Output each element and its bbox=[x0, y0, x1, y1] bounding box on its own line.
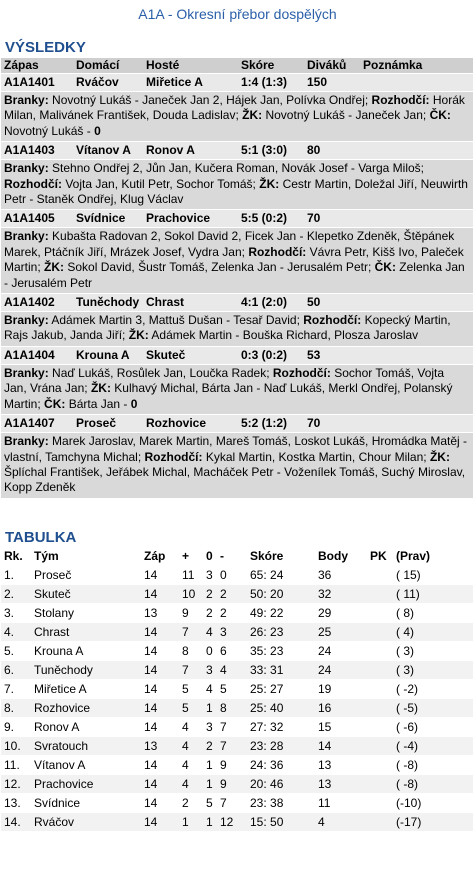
col-header-played: Záp bbox=[141, 548, 179, 566]
cell-pk bbox=[367, 717, 393, 736]
cell-pk bbox=[367, 679, 393, 698]
cell-draws: 0 bbox=[203, 641, 217, 660]
spectators: 150 bbox=[304, 74, 360, 92]
match-detail bbox=[1, 364, 473, 414]
cell-points: 24 bbox=[315, 660, 367, 679]
standings-row bbox=[1, 698, 473, 717]
detail-label: ŽK: bbox=[242, 108, 263, 123]
cell-prav: ( 15) bbox=[393, 565, 473, 584]
cell-points: 11 bbox=[315, 793, 367, 812]
detail-text: Vojta Jan, Kutil Petr, Sochor Tomáš; bbox=[65, 176, 256, 191]
detail-label: ŽK: bbox=[259, 176, 280, 191]
cell-team: Rváčov bbox=[31, 812, 141, 831]
cell-wins: 4 bbox=[179, 774, 203, 793]
detail-label: ČK: bbox=[374, 260, 396, 275]
detail-label: ČK: bbox=[44, 396, 66, 411]
cell-rank: 4. bbox=[1, 622, 31, 641]
col-header-rank: Rk. bbox=[1, 548, 31, 566]
home-team: Svídnice bbox=[73, 210, 143, 228]
match-detail-row bbox=[1, 312, 473, 347]
cell-score: 23: 38 bbox=[247, 793, 315, 812]
cell-draws: 2 bbox=[203, 736, 217, 755]
cell-prav: ( -5) bbox=[393, 698, 473, 717]
results-table bbox=[1, 58, 473, 498]
cell-wins: 11 bbox=[179, 565, 203, 584]
cell-rank: 12. bbox=[1, 774, 31, 793]
cell-prav: (-10) bbox=[393, 793, 473, 812]
cell-score: 27: 32 bbox=[247, 717, 315, 736]
match-note bbox=[360, 210, 473, 228]
detail-label: Branky: bbox=[4, 365, 49, 380]
cell-played: 14 bbox=[141, 641, 179, 660]
detail-text: Novotný Lukáš - bbox=[4, 123, 91, 138]
cell-pk bbox=[367, 603, 393, 622]
cell-rank: 6. bbox=[1, 660, 31, 679]
cell-wins: 10 bbox=[179, 584, 203, 603]
detail-text: Stehno Ondřej 2, Jůn Jan, Kučera Roman, Novák Josef - Varga Miloš; bbox=[52, 161, 424, 176]
match-id: A1A1403 bbox=[1, 142, 73, 160]
match-detail-row bbox=[1, 364, 473, 414]
detail-label: Branky: bbox=[4, 434, 49, 449]
cell-score: 25: 27 bbox=[247, 679, 315, 698]
cell-rank: 2. bbox=[1, 584, 31, 603]
results-heading: VÝSLEDKY bbox=[5, 39, 86, 56]
away-team: Miřetice A bbox=[143, 74, 238, 92]
standings-header-row bbox=[1, 548, 473, 566]
col-header-score: Skóre bbox=[238, 58, 304, 74]
cell-played: 13 bbox=[141, 736, 179, 755]
cell-losses: 6 bbox=[217, 641, 247, 660]
cell-team: Tuněchody bbox=[31, 660, 141, 679]
cell-wins: 7 bbox=[179, 660, 203, 679]
cell-rank: 9. bbox=[1, 717, 31, 736]
cell-score: 35: 23 bbox=[247, 641, 315, 660]
match-score: 1:4 (1:3) bbox=[238, 74, 304, 92]
cell-losses: 2 bbox=[217, 584, 247, 603]
match-score: 0:3 (0:2) bbox=[238, 346, 304, 364]
cell-draws: 3 bbox=[203, 717, 217, 736]
cell-losses: 7 bbox=[217, 736, 247, 755]
detail-text: Marek Jaroslav, Marek Martin, Mareš Tomáš, Loskot Lukáš, Hromádka Matěj - vlastní, Tamchyna Michal; bbox=[4, 434, 468, 464]
cell-rank: 5. bbox=[1, 641, 31, 660]
cell-pk bbox=[367, 660, 393, 679]
cell-losses: 12 bbox=[217, 812, 247, 831]
match-detail-row bbox=[1, 160, 473, 210]
col-header-draws: 0 bbox=[203, 548, 217, 566]
cell-score: 24: 36 bbox=[247, 755, 315, 774]
cell-draws: 2 bbox=[203, 584, 217, 603]
detail-text: Sokol David, Šustr Tomáš, Zelenka Jan - Jerusalém Petr; bbox=[67, 260, 372, 275]
detail-text: Kulhavý Michal, Bárta Jan - Naď Lukáš, Merkl Ondřej, Polanský Martin; bbox=[4, 381, 453, 411]
match-id: A1A1407 bbox=[1, 415, 73, 433]
match-score: 4:1 (2:0) bbox=[238, 294, 304, 312]
spectators: 53 bbox=[304, 346, 360, 364]
detail-text: Kopecký Martin, Rajs Jakub, Janda Jiří; bbox=[4, 313, 451, 343]
match-detail bbox=[1, 228, 473, 294]
cell-wins: 2 bbox=[179, 793, 203, 812]
col-header-wins: + bbox=[179, 548, 203, 566]
cell-rank: 13. bbox=[1, 793, 31, 812]
detail-text: Adámek Martin 3, Mattuš Dušan - Tesař David; bbox=[51, 313, 300, 328]
cell-points: 29 bbox=[315, 603, 367, 622]
detail-text: Zelenka Jan - Jerusalém Petr bbox=[4, 260, 465, 290]
cell-pk bbox=[367, 736, 393, 755]
col-header-note: Poznámka bbox=[360, 58, 473, 74]
cell-team: Vítanov A bbox=[31, 755, 141, 774]
detail-label: ŽK: bbox=[44, 260, 65, 275]
cell-draws: 4 bbox=[203, 622, 217, 641]
cell-points: 19 bbox=[315, 679, 367, 698]
detail-label: Rozhodčí: bbox=[371, 93, 430, 107]
cell-rank: 3. bbox=[1, 603, 31, 622]
col-header-prav: (Prav) bbox=[393, 548, 473, 566]
cell-draws: 5 bbox=[203, 793, 217, 812]
cell-draws: 4 bbox=[203, 679, 217, 698]
cell-team: Stolany bbox=[31, 603, 141, 622]
cell-points: 16 bbox=[315, 698, 367, 717]
cell-prav: ( -8) bbox=[393, 774, 473, 793]
cell-points: 32 bbox=[315, 584, 367, 603]
cell-losses: 9 bbox=[217, 774, 247, 793]
col-header-spectators: Diváků bbox=[304, 58, 360, 74]
detail-label: Rozhodčí: bbox=[272, 365, 331, 380]
cell-wins: 4 bbox=[179, 736, 203, 755]
cell-played: 14 bbox=[141, 698, 179, 717]
match-row bbox=[1, 142, 473, 160]
cell-team: Rozhovice bbox=[31, 698, 141, 717]
cell-score: 23: 28 bbox=[247, 736, 315, 755]
cell-prav: (-17) bbox=[393, 812, 473, 831]
cell-played: 14 bbox=[141, 717, 179, 736]
detail-text: Kubašta Radovan 2, Sokol David 2, Ficek Jan - Klepetko Zdeněk, Štěpánek Marek, Ptáčník Jiří, Mrázek Josef, Vydra Jan; bbox=[4, 229, 455, 259]
cell-score: 25: 40 bbox=[247, 698, 315, 717]
cell-losses: 0 bbox=[217, 565, 247, 584]
results-header-row bbox=[1, 58, 473, 74]
cell-rank: 14. bbox=[1, 812, 31, 831]
standings-row bbox=[1, 755, 473, 774]
match-score: 5:5 (0:2) bbox=[238, 210, 304, 228]
cell-losses: 8 bbox=[217, 698, 247, 717]
col-header-match: Zápas bbox=[1, 58, 73, 74]
spectators: 70 bbox=[304, 210, 360, 228]
detail-text: Šplíchal František, Jeřábek Michal, Macháček Petr - Voženílek Tomáš, Suchý Miroslav, Kopp Zdeněk bbox=[4, 464, 466, 495]
cell-rank: 8. bbox=[1, 698, 31, 717]
match-detail bbox=[1, 433, 473, 498]
cell-score: 49: 22 bbox=[247, 603, 315, 622]
cell-losses: 2 bbox=[217, 603, 247, 622]
cell-prav: ( 8) bbox=[393, 603, 473, 622]
match-row bbox=[1, 346, 473, 364]
cell-prav: ( 3) bbox=[393, 641, 473, 660]
standings-heading: TABULKA bbox=[5, 528, 77, 546]
detail-label: ŽK: bbox=[128, 328, 149, 343]
cell-points: 24 bbox=[315, 641, 367, 660]
detail-label: ČK: bbox=[429, 108, 451, 123]
spectators: 70 bbox=[304, 415, 360, 433]
cell-score: 33: 31 bbox=[247, 660, 315, 679]
cell-pk bbox=[367, 774, 393, 793]
cell-pk bbox=[367, 622, 393, 641]
standings-row bbox=[1, 717, 473, 736]
detail-text: Cestr Martin, Doležal Jiří, Neuwirth Petr - Staněk Ondřej, Klug Václav bbox=[4, 176, 468, 207]
cell-wins: 4 bbox=[179, 755, 203, 774]
detail-label: 0 bbox=[94, 123, 101, 138]
home-team: Tuněchody bbox=[73, 294, 143, 312]
detail-text: Sochor Tomáš, Vojta Jan, Vrána Jan; bbox=[4, 365, 445, 396]
cell-rank: 11. bbox=[1, 755, 31, 774]
match-detail bbox=[1, 312, 473, 347]
detail-text: Adámek Martin - Bouška Richard, Plosza Jaroslav bbox=[151, 328, 419, 343]
detail-text: Novotný Lukáš - Janeček Jan; bbox=[265, 108, 427, 123]
cell-score: 26: 23 bbox=[247, 622, 315, 641]
match-detail bbox=[1, 160, 473, 210]
cell-wins: 5 bbox=[179, 698, 203, 717]
cell-draws: 2 bbox=[203, 603, 217, 622]
spectators: 50 bbox=[304, 294, 360, 312]
col-header-away: Hosté bbox=[143, 58, 238, 74]
cell-played: 14 bbox=[141, 565, 179, 584]
cell-team: Skuteč bbox=[31, 584, 141, 603]
cell-losses: 7 bbox=[217, 717, 247, 736]
col-header-pk: PK bbox=[367, 548, 393, 566]
cell-draws: 3 bbox=[203, 660, 217, 679]
col-header-team: Tým bbox=[31, 548, 141, 566]
detail-label: Rozhodčí: bbox=[4, 176, 62, 191]
home-team: Rváčov bbox=[73, 74, 143, 92]
cell-pk bbox=[367, 812, 393, 831]
match-id: A1A1405 bbox=[1, 210, 73, 228]
away-team: Rozhovice bbox=[143, 415, 238, 433]
match-detail-row bbox=[1, 228, 473, 294]
cell-rank: 7. bbox=[1, 679, 31, 698]
cell-team: Krouna A bbox=[31, 641, 141, 660]
cell-played: 14 bbox=[141, 622, 179, 641]
match-id: A1A1404 bbox=[1, 346, 73, 364]
match-detail-row bbox=[1, 92, 473, 142]
match-detail-row bbox=[1, 433, 473, 498]
col-header-losses: - bbox=[217, 548, 247, 566]
match-row bbox=[1, 210, 473, 228]
cell-prav: ( 3) bbox=[393, 660, 473, 679]
match-note bbox=[360, 415, 473, 433]
cell-pk bbox=[367, 793, 393, 812]
cell-wins: 9 bbox=[179, 603, 203, 622]
cell-rank: 1. bbox=[1, 565, 31, 584]
match-note bbox=[360, 142, 473, 160]
match-note bbox=[360, 346, 473, 364]
cell-wins: 4 bbox=[179, 717, 203, 736]
cell-prav: ( -2) bbox=[393, 679, 473, 698]
match-note bbox=[360, 294, 473, 312]
match-score: 5:1 (3:0) bbox=[238, 142, 304, 160]
detail-label: Branky: bbox=[4, 93, 49, 107]
cell-losses: 7 bbox=[217, 793, 247, 812]
cell-rank: 10. bbox=[1, 736, 31, 755]
cell-pk bbox=[367, 755, 393, 774]
cell-wins: 1 bbox=[179, 812, 203, 831]
cell-played: 13 bbox=[141, 603, 179, 622]
standings-row bbox=[1, 584, 473, 603]
home-team: Proseč bbox=[73, 415, 143, 433]
standings-row bbox=[1, 793, 473, 812]
cell-team: Svídnice bbox=[31, 793, 141, 812]
match-id: A1A1401 bbox=[1, 74, 73, 92]
cell-prav: ( -8) bbox=[393, 755, 473, 774]
cell-score: 50: 20 bbox=[247, 584, 315, 603]
col-header-points: Body bbox=[315, 548, 367, 566]
cell-pk bbox=[367, 584, 393, 603]
col-header-home: Domácí bbox=[73, 58, 143, 74]
away-team: Chrast bbox=[143, 294, 238, 312]
away-team: Skuteč bbox=[143, 346, 238, 364]
standings-row bbox=[1, 679, 473, 698]
cell-team: Svratouch bbox=[31, 736, 141, 755]
cell-pk bbox=[367, 565, 393, 584]
standings-row bbox=[1, 603, 473, 622]
cell-score: 65: 24 bbox=[247, 565, 315, 584]
cell-wins: 7 bbox=[179, 622, 203, 641]
cell-losses: 5 bbox=[217, 679, 247, 698]
cell-wins: 5 bbox=[179, 679, 203, 698]
cell-team: Proseč bbox=[31, 565, 141, 584]
detail-label: Rozhodčí: bbox=[144, 449, 203, 464]
standings-row bbox=[1, 774, 473, 793]
away-team: Prachovice bbox=[143, 210, 238, 228]
cell-prav: ( -6) bbox=[393, 717, 473, 736]
match-score: 5:2 (1:2) bbox=[238, 415, 304, 433]
standings-row bbox=[1, 641, 473, 660]
cell-score: 15: 50 bbox=[247, 812, 315, 831]
cell-played: 14 bbox=[141, 793, 179, 812]
detail-text: Horák Milan, Malivánek František, Douda Ladislav; bbox=[4, 93, 465, 123]
cell-played: 14 bbox=[141, 660, 179, 679]
standings-row bbox=[1, 565, 473, 584]
detail-text: Kykal Martin, Kostka Martin, Chour Milan; bbox=[205, 449, 427, 464]
page-title: A1A - Okresní přebor dospělých bbox=[138, 6, 337, 22]
cell-points: 13 bbox=[315, 755, 367, 774]
cell-pk bbox=[367, 641, 393, 660]
cell-points: 25 bbox=[315, 622, 367, 641]
home-team: Krouna A bbox=[73, 346, 143, 364]
cell-prav: ( 4) bbox=[393, 622, 473, 641]
cell-losses: 4 bbox=[217, 660, 247, 679]
detail-label: Rozhodčí: bbox=[248, 244, 307, 259]
spectators: 80 bbox=[304, 142, 360, 160]
col-header-score: Skóre bbox=[247, 548, 315, 566]
match-row bbox=[1, 415, 473, 433]
cell-points: 36 bbox=[315, 565, 367, 584]
detail-label: Branky: bbox=[4, 161, 49, 176]
detail-label: ŽK: bbox=[90, 381, 111, 396]
cell-played: 14 bbox=[141, 812, 179, 831]
cell-losses: 3 bbox=[217, 622, 247, 641]
standings-row bbox=[1, 812, 473, 831]
detail-text: Vávra Petr, Kišš Ivo, Paleček Martin; bbox=[4, 244, 464, 275]
cell-points: 13 bbox=[315, 774, 367, 793]
cell-draws: 3 bbox=[203, 565, 217, 584]
standings-table bbox=[1, 548, 473, 831]
detail-label: Rozhodčí: bbox=[303, 313, 362, 328]
match-detail bbox=[1, 92, 473, 142]
match-row bbox=[1, 294, 473, 312]
away-team: Ronov A bbox=[143, 142, 238, 160]
standings-row bbox=[1, 660, 473, 679]
cell-played: 14 bbox=[141, 755, 179, 774]
cell-prav: ( 11) bbox=[393, 584, 473, 603]
cell-wins: 8 bbox=[179, 641, 203, 660]
cell-draws: 1 bbox=[203, 774, 217, 793]
cell-losses: 9 bbox=[217, 755, 247, 774]
cell-points: 15 bbox=[315, 717, 367, 736]
match-row bbox=[1, 74, 473, 92]
cell-draws: 1 bbox=[203, 755, 217, 774]
detail-label: Branky: bbox=[4, 313, 49, 328]
cell-draws: 1 bbox=[203, 698, 217, 717]
cell-team: Miřetice A bbox=[31, 679, 141, 698]
cell-played: 14 bbox=[141, 584, 179, 603]
detail-text: Naď Lukáš, Rosůlek Jan, Loučka Radek; bbox=[52, 365, 270, 380]
cell-played: 14 bbox=[141, 774, 179, 793]
cell-prav: ( -4) bbox=[393, 736, 473, 755]
cell-team: Prachovice bbox=[31, 774, 141, 793]
cell-played: 14 bbox=[141, 679, 179, 698]
detail-label: ŽK: bbox=[429, 449, 450, 464]
standings-row bbox=[1, 622, 473, 641]
cell-points: 4 bbox=[315, 812, 367, 831]
match-id: A1A1402 bbox=[1, 294, 73, 312]
detail-text: Novotný Lukáš - Janeček Jan 2, Hájek Jan, Polívka Ondřej; bbox=[52, 93, 369, 107]
detail-label: 0 bbox=[130, 396, 138, 411]
standings-row bbox=[1, 736, 473, 755]
cell-score: 20: 46 bbox=[247, 774, 315, 793]
detail-label: Branky: bbox=[4, 229, 49, 244]
cell-team: Ronov A bbox=[31, 717, 141, 736]
match-note bbox=[360, 74, 473, 92]
cell-team: Chrast bbox=[31, 622, 141, 641]
detail-text: Bárta Jan - bbox=[68, 396, 128, 411]
home-team: Vítanov A bbox=[73, 142, 143, 160]
cell-points: 14 bbox=[315, 736, 367, 755]
cell-pk bbox=[367, 698, 393, 717]
cell-draws: 1 bbox=[203, 812, 217, 831]
